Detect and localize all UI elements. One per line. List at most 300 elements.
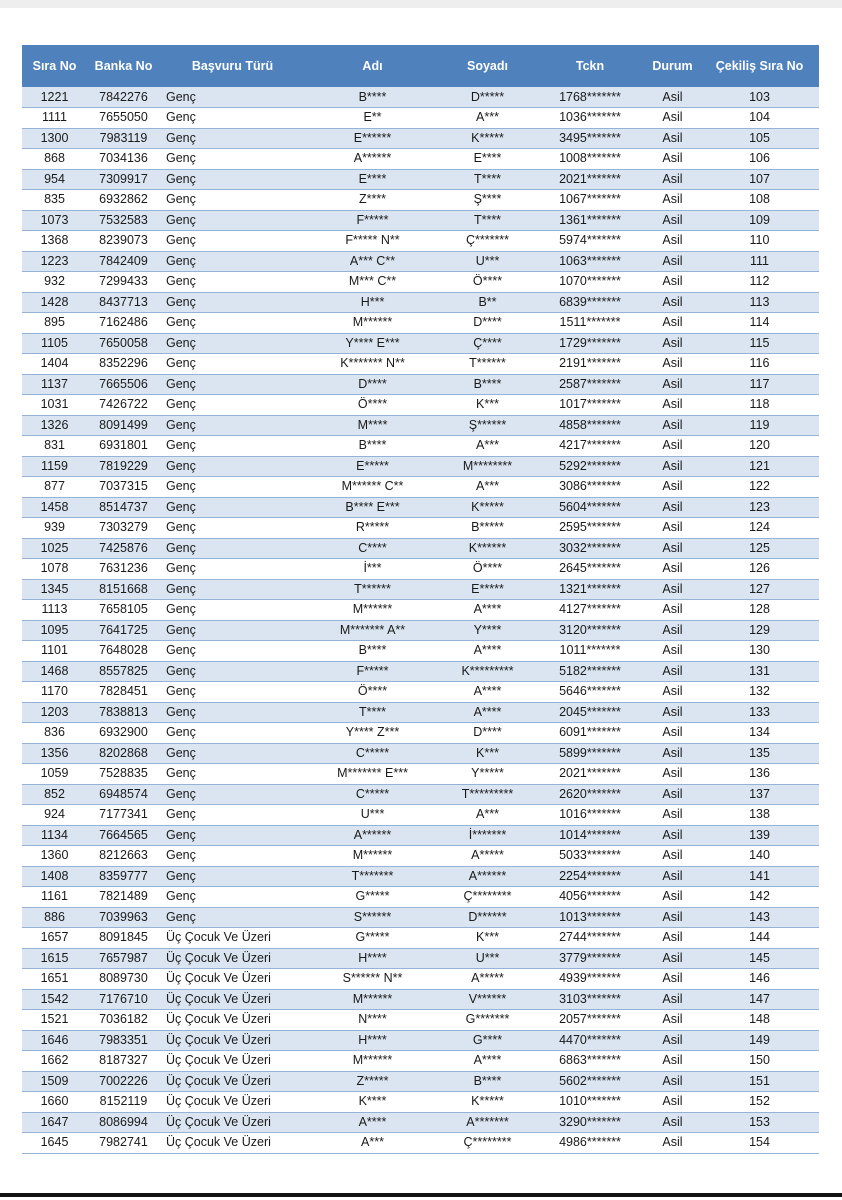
soyadi-cell: K********* [440, 661, 535, 682]
cekilis-sira-no-cell: 153 [700, 1112, 819, 1133]
soyadi-cell: A*** [440, 805, 535, 826]
durum-cell: Asil [645, 1030, 700, 1051]
adi-cell: C***** [305, 743, 440, 764]
durum-cell: Asil [645, 395, 700, 416]
tckn-cell: 1729******* [535, 333, 645, 354]
durum-cell: Asil [645, 313, 700, 334]
header-basvuru-turu: Başvuru Türü [191, 59, 274, 73]
basvuru-turu-cell: Genç [160, 579, 305, 600]
durum-cell: Asil [645, 456, 700, 477]
adi-cell: M****** C** [305, 477, 440, 498]
top-band [0, 0, 842, 8]
tckn-cell: 1017******* [535, 395, 645, 416]
table-row [22, 87, 819, 108]
table-row [22, 1133, 819, 1154]
sira-no-cell: 939 [22, 518, 87, 539]
soyadi-cell: G**** [440, 1030, 535, 1051]
cekilis-sira-no-cell: 132 [700, 682, 819, 703]
table-row [22, 313, 819, 334]
basvuru-turu-cell: Genç [160, 87, 305, 108]
adi-cell: T**** [305, 702, 440, 723]
sira-no-cell: 1059 [22, 764, 87, 785]
adi-cell: C***** [305, 784, 440, 805]
durum-cell: Asil [645, 436, 700, 457]
cekilis-sira-no-cell: 131 [700, 661, 819, 682]
cekilis-sira-no-cell: 148 [700, 1010, 819, 1031]
durum-cell: Asil [645, 87, 700, 108]
basvuru-turu-cell: Genç [160, 764, 305, 785]
tckn-cell: 1010******* [535, 1092, 645, 1113]
sira-no-cell: 1660 [22, 1092, 87, 1113]
cekilis-sira-no-cell: 134 [700, 723, 819, 744]
sira-no-cell: 1404 [22, 354, 87, 375]
durum-cell: Asil [645, 108, 700, 129]
adi-cell: F***** [305, 210, 440, 231]
durum-cell: Asil [645, 210, 700, 231]
banka-no-cell: 7039963 [87, 907, 160, 928]
banka-no-cell: 7650058 [87, 333, 160, 354]
sira-no-cell: 1646 [22, 1030, 87, 1051]
cekilis-sira-no-cell: 128 [700, 600, 819, 621]
durum-cell: Asil [645, 292, 700, 313]
sira-no-cell: 1326 [22, 415, 87, 436]
tckn-cell: 5604******* [535, 497, 645, 518]
cekilis-sira-no-cell: 113 [700, 292, 819, 313]
adi-cell: C**** [305, 538, 440, 559]
tckn-cell: 1070******* [535, 272, 645, 293]
header-cekilis-sira-no: Çekiliş Sıra No [715, 59, 804, 73]
adi-cell: M****** [305, 989, 440, 1010]
tckn-cell: 6863******* [535, 1051, 645, 1072]
adi-cell: S****** N** [305, 969, 440, 990]
banka-no-cell: 6931801 [87, 436, 160, 457]
table-row [22, 190, 819, 211]
soyadi-cell: K*** [440, 743, 535, 764]
table-row [22, 600, 819, 621]
banka-no-cell: 8437713 [87, 292, 160, 313]
tckn-cell: 4127******* [535, 600, 645, 621]
sira-no-cell: 835 [22, 190, 87, 211]
table-row [22, 1071, 819, 1092]
durum-cell: Asil [645, 518, 700, 539]
cekilis-sira-no-cell: 126 [700, 559, 819, 580]
banka-no-cell: 8151668 [87, 579, 160, 600]
table-row [22, 743, 819, 764]
adi-cell: N**** [305, 1010, 440, 1031]
table-row [22, 272, 819, 293]
banka-no-cell: 8359777 [87, 866, 160, 887]
basvuru-turu-cell: Genç [160, 497, 305, 518]
basvuru-turu-cell: Genç [160, 641, 305, 662]
soyadi-cell: A*** [440, 477, 535, 498]
sira-no-cell: 1651 [22, 969, 87, 990]
cekilis-sira-no-cell: 121 [700, 456, 819, 477]
tckn-cell: 1013******* [535, 907, 645, 928]
basvuru-turu-cell: Genç [160, 805, 305, 826]
adi-cell: İ*** [305, 559, 440, 580]
soyadi-cell: Ç******* [440, 231, 535, 252]
cekilis-sira-no-cell: 140 [700, 846, 819, 867]
cekilis-sira-no-cell: 133 [700, 702, 819, 723]
table-row [22, 825, 819, 846]
tckn-cell: 5899******* [535, 743, 645, 764]
adi-cell: H**** [305, 948, 440, 969]
banka-no-cell: 8202868 [87, 743, 160, 764]
cekilis-sira-no-cell: 116 [700, 354, 819, 375]
soyadi-cell: Y***** [440, 764, 535, 785]
durum-cell: Asil [645, 333, 700, 354]
banka-no-cell: 7655050 [87, 108, 160, 129]
cekilis-sira-no-cell: 103 [700, 87, 819, 108]
sira-no-cell: 852 [22, 784, 87, 805]
adi-cell: M******* E*** [305, 764, 440, 785]
adi-cell: A*** [305, 1133, 440, 1154]
table-row [22, 1092, 819, 1113]
tckn-cell: 3779******* [535, 948, 645, 969]
banka-no-cell: 8089730 [87, 969, 160, 990]
header-durum: Durum [652, 59, 693, 73]
banka-no-cell: 7177341 [87, 805, 160, 826]
banka-no-cell: 7828451 [87, 682, 160, 703]
durum-cell: Asil [645, 969, 700, 990]
durum-cell: Asil [645, 169, 700, 190]
tckn-cell: 5033******* [535, 846, 645, 867]
sira-no-cell: 1170 [22, 682, 87, 703]
header-adi: Adı [362, 59, 383, 73]
durum-cell: Asil [645, 825, 700, 846]
table-row [22, 436, 819, 457]
durum-cell: Asil [645, 866, 700, 887]
basvuru-turu-cell: Genç [160, 415, 305, 436]
soyadi-cell: D***** [440, 87, 535, 108]
table-row [22, 579, 819, 600]
soyadi-cell: T********* [440, 784, 535, 805]
table-row [22, 559, 819, 580]
tckn-cell: 1361******* [535, 210, 645, 231]
soyadi-cell: T**** [440, 169, 535, 190]
cekilis-sira-no-cell: 109 [700, 210, 819, 231]
durum-cell: Asil [645, 128, 700, 149]
cekilis-sira-no-cell: 124 [700, 518, 819, 539]
sira-no-cell: 1458 [22, 497, 87, 518]
banka-no-cell: 8212663 [87, 846, 160, 867]
durum-cell: Asil [645, 702, 700, 723]
soyadi-cell: A**** [440, 682, 535, 703]
soyadi-cell: A***** [440, 846, 535, 867]
adi-cell: Y**** Z*** [305, 723, 440, 744]
soyadi-cell: A******* [440, 1112, 535, 1133]
cekilis-sira-no-cell: 130 [700, 641, 819, 662]
durum-cell: Asil [645, 887, 700, 908]
tckn-cell: 3120******* [535, 620, 645, 641]
cekilis-sira-no-cell: 154 [700, 1133, 819, 1154]
soyadi-cell: E***** [440, 579, 535, 600]
adi-cell: B**** [305, 436, 440, 457]
soyadi-cell: K*** [440, 395, 535, 416]
durum-cell: Asil [645, 948, 700, 969]
table-row [22, 1010, 819, 1031]
adi-cell: B**** [305, 641, 440, 662]
basvuru-turu-cell: Genç [160, 661, 305, 682]
tckn-cell: 1768******* [535, 87, 645, 108]
sira-no-cell: 1509 [22, 1071, 87, 1092]
header-soyadi: Soyadı [467, 59, 508, 73]
banka-no-cell: 7657987 [87, 948, 160, 969]
banka-no-cell: 7002226 [87, 1071, 160, 1092]
banka-no-cell: 7631236 [87, 559, 160, 580]
banka-no-cell: 7842409 [87, 251, 160, 272]
sira-no-cell: 1113 [22, 600, 87, 621]
soyadi-cell: A**** [440, 641, 535, 662]
table-row [22, 989, 819, 1010]
tckn-cell: 1063******* [535, 251, 645, 272]
table-row [22, 374, 819, 395]
soyadi-cell: A*** [440, 436, 535, 457]
tckn-cell: 2057******* [535, 1010, 645, 1031]
table-row [22, 702, 819, 723]
soyadi-cell: D**** [440, 313, 535, 334]
basvuru-turu-cell: Genç [160, 395, 305, 416]
banka-no-cell: 7648028 [87, 641, 160, 662]
tckn-cell: 4858******* [535, 415, 645, 436]
durum-cell: Asil [645, 723, 700, 744]
cekilis-sira-no-cell: 147 [700, 989, 819, 1010]
sira-no-cell: 1662 [22, 1051, 87, 1072]
basvuru-turu-cell: Üç Çocuk Ve Üzeri [160, 969, 305, 990]
durum-cell: Asil [645, 620, 700, 641]
soyadi-cell: V****** [440, 989, 535, 1010]
adi-cell: M****** [305, 846, 440, 867]
table-row [22, 846, 819, 867]
basvuru-turu-cell: Genç [160, 887, 305, 908]
cekilis-sira-no-cell: 125 [700, 538, 819, 559]
durum-cell: Asil [645, 231, 700, 252]
sira-no-cell: 1095 [22, 620, 87, 641]
adi-cell: D**** [305, 374, 440, 395]
cekilis-sira-no-cell: 152 [700, 1092, 819, 1113]
cekilis-sira-no-cell: 139 [700, 825, 819, 846]
soyadi-cell: K***** [440, 497, 535, 518]
tckn-cell: 5602******* [535, 1071, 645, 1092]
cekilis-sira-no-cell: 138 [700, 805, 819, 826]
basvuru-turu-cell: Genç [160, 846, 305, 867]
basvuru-turu-cell: Genç [160, 825, 305, 846]
basvuru-turu-cell: Genç [160, 620, 305, 641]
banka-no-cell: 7983351 [87, 1030, 160, 1051]
cekilis-sira-no-cell: 120 [700, 436, 819, 457]
adi-cell: R***** [305, 518, 440, 539]
durum-cell: Asil [645, 641, 700, 662]
banka-no-cell: 7664565 [87, 825, 160, 846]
adi-cell: T****** [305, 579, 440, 600]
table-row [22, 907, 819, 928]
durum-cell: Asil [645, 1133, 700, 1154]
durum-cell: Asil [645, 190, 700, 211]
durum-cell: Asil [645, 600, 700, 621]
table-row [22, 661, 819, 682]
cekilis-sira-no-cell: 151 [700, 1071, 819, 1092]
basvuru-turu-cell: Genç [160, 600, 305, 621]
soyadi-cell: G******* [440, 1010, 535, 1031]
cekilis-sira-no-cell: 105 [700, 128, 819, 149]
durum-cell: Asil [645, 1071, 700, 1092]
adi-cell: Y**** E*** [305, 333, 440, 354]
banka-no-cell: 7162486 [87, 313, 160, 334]
soyadi-cell: Ş**** [440, 190, 535, 211]
basvuru-turu-cell: Üç Çocuk Ve Üzeri [160, 1071, 305, 1092]
tckn-cell: 4217******* [535, 436, 645, 457]
table-row [22, 784, 819, 805]
table-row [22, 682, 819, 703]
banka-no-cell: 6932900 [87, 723, 160, 744]
cekilis-sira-no-cell: 146 [700, 969, 819, 990]
sira-no-cell: 1078 [22, 559, 87, 580]
basvuru-turu-cell: Genç [160, 354, 305, 375]
sira-no-cell: 1521 [22, 1010, 87, 1031]
adi-cell: B**** [305, 87, 440, 108]
soyadi-cell: Ç**** [440, 333, 535, 354]
adi-cell: G***** [305, 928, 440, 949]
adi-cell: K**** [305, 1092, 440, 1113]
banka-no-cell: 7309917 [87, 169, 160, 190]
cekilis-sira-no-cell: 127 [700, 579, 819, 600]
adi-cell: H*** [305, 292, 440, 313]
banka-no-cell: 7665506 [87, 374, 160, 395]
soyadi-cell: A***** [440, 969, 535, 990]
basvuru-turu-cell: Üç Çocuk Ve Üzeri [160, 1112, 305, 1133]
sira-no-cell: 877 [22, 477, 87, 498]
sira-no-cell: 1645 [22, 1133, 87, 1154]
sira-no-cell: 1025 [22, 538, 87, 559]
soyadi-cell: K***** [440, 1092, 535, 1113]
sira-no-cell: 1300 [22, 128, 87, 149]
cekilis-sira-no-cell: 112 [700, 272, 819, 293]
soyadi-cell: B***** [440, 518, 535, 539]
cekilis-sira-no-cell: 106 [700, 149, 819, 170]
tckn-cell: 5646******* [535, 682, 645, 703]
durum-cell: Asil [645, 579, 700, 600]
durum-cell: Asil [645, 743, 700, 764]
banka-no-cell: 8187327 [87, 1051, 160, 1072]
table-row [22, 210, 819, 231]
durum-cell: Asil [645, 272, 700, 293]
cekilis-sira-no-cell: 111 [700, 251, 819, 272]
banka-no-cell: 7176710 [87, 989, 160, 1010]
basvuru-turu-cell: Üç Çocuk Ve Üzeri [160, 928, 305, 949]
cekilis-sira-no-cell: 122 [700, 477, 819, 498]
tckn-cell: 1067******* [535, 190, 645, 211]
cekilis-sira-no-cell: 115 [700, 333, 819, 354]
adi-cell: M******* A** [305, 620, 440, 641]
banka-no-cell: 8086994 [87, 1112, 160, 1133]
tckn-cell: 2191******* [535, 354, 645, 375]
soyadi-cell: U*** [440, 948, 535, 969]
basvuru-turu-cell: Genç [160, 210, 305, 231]
durum-cell: Asil [645, 846, 700, 867]
table-row [22, 456, 819, 477]
lottery-results-table-container [22, 45, 819, 1154]
basvuru-turu-cell: Genç [160, 784, 305, 805]
adi-cell: S****** [305, 907, 440, 928]
cekilis-sira-no-cell: 118 [700, 395, 819, 416]
banka-no-cell: 7821489 [87, 887, 160, 908]
basvuru-turu-cell: Genç [160, 292, 305, 313]
sira-no-cell: 886 [22, 907, 87, 928]
basvuru-turu-cell: Üç Çocuk Ve Üzeri [160, 989, 305, 1010]
header-tckn: Tckn [575, 59, 605, 73]
adi-cell: E****** [305, 128, 440, 149]
basvuru-turu-cell: Genç [160, 538, 305, 559]
adi-cell: G***** [305, 887, 440, 908]
sira-no-cell: 831 [22, 436, 87, 457]
soyadi-cell: D**** [440, 723, 535, 744]
basvuru-turu-cell: Üç Çocuk Ve Üzeri [160, 1010, 305, 1031]
sira-no-cell: 1223 [22, 251, 87, 272]
tckn-cell: 2254******* [535, 866, 645, 887]
soyadi-cell: T****** [440, 354, 535, 375]
durum-cell: Asil [645, 1112, 700, 1133]
banka-no-cell: 8091845 [87, 928, 160, 949]
table-row [22, 415, 819, 436]
basvuru-turu-cell: Genç [160, 866, 305, 887]
soyadi-cell: M******** [440, 456, 535, 477]
table-row [22, 169, 819, 190]
banka-no-cell: 7658105 [87, 600, 160, 621]
durum-cell: Asil [645, 415, 700, 436]
tckn-cell: 2595******* [535, 518, 645, 539]
adi-cell: A**** [305, 1112, 440, 1133]
sira-no-cell: 1428 [22, 292, 87, 313]
durum-cell: Asil [645, 374, 700, 395]
banka-no-cell: 8352296 [87, 354, 160, 375]
durum-cell: Asil [645, 989, 700, 1010]
table-row [22, 1051, 819, 1072]
table-row [22, 1030, 819, 1051]
durum-cell: Asil [645, 149, 700, 170]
cekilis-sira-no-cell: 144 [700, 928, 819, 949]
tckn-cell: 1008******* [535, 149, 645, 170]
cekilis-sira-no-cell: 142 [700, 887, 819, 908]
banka-no-cell: 7425876 [87, 538, 160, 559]
soyadi-cell: B**** [440, 1071, 535, 1092]
cekilis-sira-no-cell: 119 [700, 415, 819, 436]
tckn-cell: 4939******* [535, 969, 645, 990]
basvuru-turu-cell: Üç Çocuk Ve Üzeri [160, 948, 305, 969]
adi-cell: Z***** [305, 1071, 440, 1092]
table-row [22, 538, 819, 559]
soyadi-cell: A**** [440, 1051, 535, 1072]
adi-cell: E***** [305, 456, 440, 477]
basvuru-turu-cell: Genç [160, 333, 305, 354]
basvuru-turu-cell: Genç [160, 518, 305, 539]
tckn-cell: 1036******* [535, 108, 645, 129]
sira-no-cell: 1161 [22, 887, 87, 908]
basvuru-turu-cell: Genç [160, 272, 305, 293]
sira-no-cell: 932 [22, 272, 87, 293]
soyadi-cell: A**** [440, 702, 535, 723]
tckn-cell: 6839******* [535, 292, 645, 313]
cekilis-sira-no-cell: 141 [700, 866, 819, 887]
adi-cell: F***** N** [305, 231, 440, 252]
durum-cell: Asil [645, 661, 700, 682]
adi-cell: E** [305, 108, 440, 129]
soyadi-cell: A*** [440, 108, 535, 129]
table-row [22, 948, 819, 969]
table-row [22, 764, 819, 785]
adi-cell: Ö**** [305, 682, 440, 703]
basvuru-turu-cell: Genç [160, 313, 305, 334]
sira-no-cell: 1203 [22, 702, 87, 723]
